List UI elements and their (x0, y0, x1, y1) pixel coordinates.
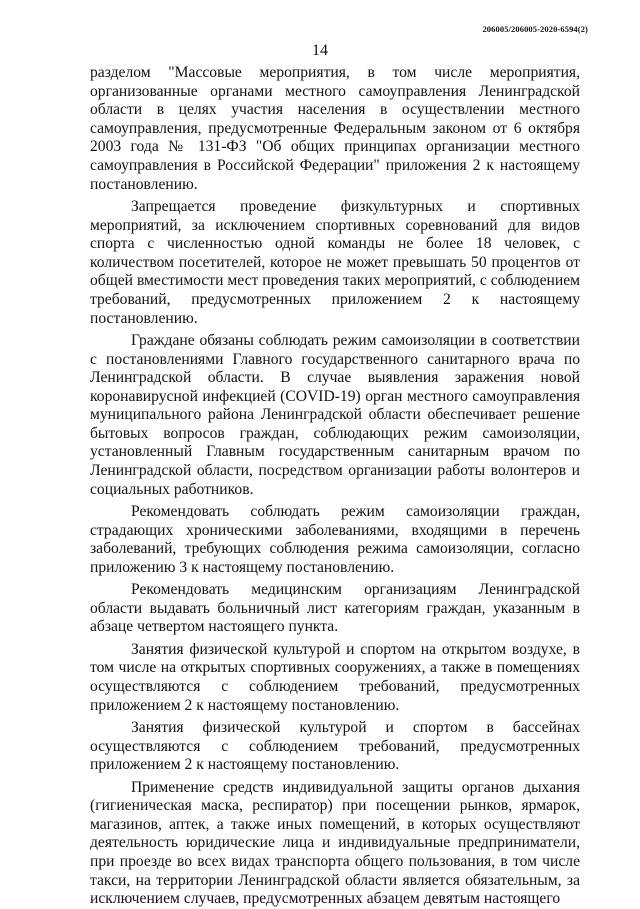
paragraph-outdoor-sports: Занятия физической культурой и спортом на открытом воздухе, в том числе на открытых спортивных сооружениях, а также в помещениях осуществляются с соблюдением требований, предусмотренных приложением 2 к настоящему постановлению. (90, 640, 580, 714)
document-body (90, 64, 580, 909)
paragraph-sports-events: Запрещается проведение физкультурных и спортивных мероприятий, за исключением спортивных соревнований для видов спорта с численностью одной команды не более 18 человек, с количеством посетителей, которое не может превышать 50 процентов от общей вместимости мест проведения таких мероприятий, с соблюдением требований, предусмотренных приложением 2 к настоящему постановлению. (90, 197, 580, 327)
paragraph-ppe: Применение средств индивидуальной защиты органов дыхания (гигиеническая маска, респиратор) при посещении рынков, ярмарок, магазинов, аптек, а также иных помещений, в которых осуществляют деятельность юридические лица и индивидуальные предприниматели, при проезде во всех видах транспорта общего пользования, в том числе такси, на территории Ленинградской области является обязательным, за исключением случаев, предусмотренных абзацем девятым настоящего (90, 778, 580, 908)
page-number: 14 (312, 42, 328, 59)
paragraph-self-isolation: Граждане обязаны соблюдать режим самоизоляции в соответствии с постановлениями Главного государственного санитарного врача по Ленинградской области. В случае выявления заражения новой коронавирусной инфекцией (COVID-19) орган местного самоуправления муниципального района Ленинградской области обеспечивает решение бытовых вопросов граждан, соблюдающих режим самоизоляции, установленный Главным государственным санитарным врачом по Ленинградской области, посредством организации работы волонтеров и социальных работников. (90, 331, 580, 498)
paragraph-continued: разделом "Массовые мероприятия, в том числе мероприятия, организованные органами местного самоуправления Ленинградской области в целях участия населения в осуществлении местного самоуправления, предусмотренные Федеральным законом от 6 октября 2003 года № 131-ФЗ "Об общих принципах организации местного самоуправления в Российской Федерации" приложения 2 к настоящему постановлению. (90, 64, 580, 193)
paragraph-chronic-diseases: Рекомендовать соблюдать режим самоизоляции граждан, страдающих хроническими заболеваниями, входящими в перечень заболеваний, требующих соблюдения режима самоизоляции, согласно приложению 3 к настоящему постановлению. (90, 503, 580, 576)
paragraph-pools: Занятия физической культурой и спортом в бассейнах осуществляются с соблюдением требований, предусмотренных приложением 2 к настоящему постановлению. (90, 718, 580, 774)
paragraph-sick-leave: Рекомендовать медицинским организациям Ленинградской области выдавать больничный лист категориям граждан, указанным в абзаце четвертом настоящего пункта. (90, 581, 580, 636)
document-id: 206005/206005-2020-6594(2) (482, 24, 588, 34)
